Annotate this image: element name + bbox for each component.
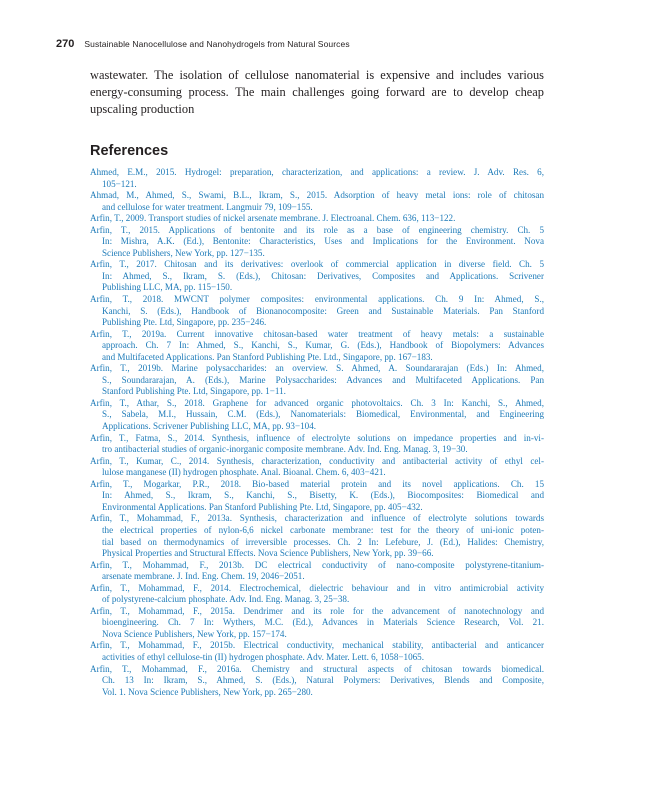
body-line: wastewater. The isolation of cellulose nanomaterial is expensive and includes various <box>90 68 544 82</box>
running-title: Sustainable Nanocellulose and Nanohydrogels from Natural Sources <box>84 39 350 49</box>
reference-continuation-line: In: Ahmed, S., Ikram, S., Kanchi, S., Bisetty, K. (Eds.), Biocomposites: Biomedical and <box>102 490 544 501</box>
reference-line: Arfin, T., Mohammad, F., 2016a. Chemistry and structural aspects of chitosan towards biomedical. <box>90 663 544 674</box>
reference-continuation-line: of polystyrene-calcium phosphate. Adv. Ind. Eng. Manag. 3, 25−38. <box>102 594 350 605</box>
reference-line: Arfin, T., Mohammad, F., 2015b. Electrical conductivity, mechanical stability, antibacterial and anticancer <box>90 640 544 651</box>
reference-entry[interactable] <box>90 664 544 699</box>
reference-entry[interactable] <box>90 294 544 329</box>
reference-entry[interactable] <box>90 190 544 213</box>
reference-continuation-line: 105−121. <box>102 178 137 189</box>
reference-entry[interactable] <box>90 213 544 225</box>
reference-continuation-line: approach. Ch. 7 In: Ahmed, S., Kanchi, S., Kumar, G. (Eds.), Handbook of Biopolymers: Advances <box>102 340 544 351</box>
reference-line: Arfin, T., 2017. Chitosan and its derivatives: overlook of commercial application in diverse field. Ch. 5 <box>90 259 544 270</box>
reference-line: Arfin, T., Fatma, S., 2014. Synthesis, influence of electrolyte solutions on impedance properties and in-vi- <box>90 432 544 443</box>
reference-continuation-line: Kanchi, S. (Eds.), Handbook of Bionanocomposite: Green and Sustainable Materials. Pan Stanford <box>102 305 544 316</box>
body-paragraph <box>90 67 544 119</box>
reference-entry[interactable] <box>90 259 544 294</box>
reference-continuation-line: Publishing Pte. Ltd, Singapore, pp. 235−246. <box>102 317 267 328</box>
reference-continuation-line: Physical Properties and Structural Effects. Nova Science Publishers, New York, pp. 39−66. <box>102 548 434 559</box>
reference-entry[interactable] <box>90 583 544 606</box>
reference-continuation-line: Applications. Scrivener Publishing LLC, MA, pp. 93−104. <box>102 421 317 432</box>
reference-continuation-line: bioengineering. Ch. 7 In: Wythers, M.C. (Ed.), Advances in Materials Science Research, Vol. 21. <box>102 617 544 628</box>
reference-line: Arfin, T., 2018. MWCNT polymer composites: environmental applications. Ch. 9 In: Ahmed, S., <box>90 294 544 305</box>
reference-continuation-line: Nova Science Publishers, New York, pp. 157−174. <box>102 628 287 639</box>
references-heading: References <box>90 143 169 159</box>
reference-list <box>90 167 544 698</box>
reference-continuation-line: S., Soundararajan, A. (Eds.), Marine Polysaccharides: Advances and Multifaceted Applications. Pan <box>102 374 544 385</box>
reference-continuation-line: tro antibacterial studies of organic-inorganic composite membrane. Adv. Ind. Eng. Manag. 3, 19−30. <box>102 444 468 455</box>
reference-line: Arfin, T., Mohammad, F., 2014. Electrochemical, dielectric behaviour and in vitro antimicrobial activity <box>90 582 544 593</box>
reference-continuation-line: lulose manganese (II) hydrogen phosphate. Anal. Bioanal. Chem. 6, 403−421. <box>102 467 386 478</box>
running-header <box>56 38 596 50</box>
reference-entry[interactable] <box>90 167 544 190</box>
reference-entry[interactable] <box>90 606 544 641</box>
reference-continuation-line: Publishing LLC, MA, pp. 115−150. <box>102 282 233 293</box>
reference-line: Arfin, T., Kumar, C., 2014. Synthesis, characterization, conductivity and antibacterial activity of ethyl cel- <box>90 455 544 466</box>
reference-entry[interactable] <box>90 225 544 260</box>
reference-entry[interactable] <box>90 398 544 433</box>
reference-continuation-line: activities of ethyl cellulose-tin (II) hydrogen phosphate. Adv. Mater. Lett. 6, 1058−1065. <box>102 651 424 662</box>
reference-continuation-line: and Multifaceted Applications. Pan Stanford Publishing Pte. Ltd., Singapore, pp. 167−183. <box>102 351 433 362</box>
reference-continuation-line: Ch. 13 In: Ikram, S., Ahmed, S. (Eds.), Natural Polymers: Derivatives, Blends and Composite, <box>102 675 544 686</box>
reference-entry[interactable] <box>90 363 544 398</box>
reference-line: Arfin, T., Mohammad, F., 2015a. Dendrimer and its role for the advancement of nanotechnology and <box>90 605 544 616</box>
reference-line: Arfin, T., 2019a. Current innovative chitosan-based water treatment of heavy metals: a sustainable <box>90 328 544 339</box>
reference-entry[interactable] <box>90 560 544 583</box>
body-line: energy-consuming process. The main challenges going forward are to develop cheap <box>90 85 544 100</box>
reference-line: Arfin, T., 2009. Transport studies of nickel arsenate membrane. J. Electroanal. Chem. 636, 113−122. <box>90 213 456 224</box>
reference-continuation-line: In: Ahmed, S., Ikram, S. (Eds.), Chitosan: Derivatives, Composites and Applications. Scrivener <box>102 270 544 281</box>
reference-continuation-line: Science Publishers, New York, pp. 127−135. <box>102 247 265 258</box>
reference-entry[interactable] <box>90 456 544 479</box>
reference-continuation-line: the electrical properties of nylon-6,6 nickel carbonate membrane: test for the theory of uni-ionic poten- <box>102 524 544 535</box>
reference-entry[interactable] <box>90 433 544 456</box>
reference-continuation-line: In: Mishra, A.K. (Ed.), Bentonite: Characteristics, Uses and Implications for the Environment. Nova <box>102 236 544 247</box>
reference-continuation-line: tial based on thermodynamics of irreversible processes. Ch. 2 In: Lefebure, J. (Ed.), Halides: Chemistry, <box>102 536 544 547</box>
reference-entry[interactable] <box>90 513 544 559</box>
reference-line: Arfin, T., Athar, S., 2018. Graphene for advanced organic photovoltaics. Ch. 3 In: Kanchi, S., Ahmed, <box>90 397 544 408</box>
reference-continuation-line: arsenate membrane. J. Ind. Eng. Chem. 19, 2046−2051. <box>102 571 305 582</box>
page-number: 270 <box>56 38 75 50</box>
reference-line: Arfin, T., 2019b. Marine polysaccharides: an overview. S. Ahmed, A. Soundararajan (Eds.) In: Ahmed, <box>90 363 544 374</box>
body-line: upscaling production <box>90 102 195 117</box>
reference-entry[interactable] <box>90 329 544 364</box>
reference-line: Arfin, T., Mohammad, F., 2013a. Synthesis, characterization and influence of electrolyte solutions towards <box>90 513 544 524</box>
reference-continuation-line: Vol. 1. Nova Science Publishers, New York, pp. 265−280. <box>102 686 313 697</box>
reference-continuation-line: and cellulose for water treatment. Langmuir 79, 109−155. <box>102 201 313 212</box>
reference-line: Arfin, T., Mogarkar, P.R., 2018. Bio-based material protein and its novel applications. Ch. 15 <box>90 478 544 489</box>
reference-entry[interactable] <box>90 479 544 514</box>
reference-line: Ahmad, M., Ahmed, S., Swami, B.L., Ikram, S., 2015. Adsorption of heavy metal ions: role of chitosan <box>90 190 544 201</box>
reference-entry[interactable] <box>90 640 544 663</box>
reference-continuation-line: Stanford Publishing Pte. Ltd, Singapore, pp. 1−11. <box>102 386 286 397</box>
reference-continuation-line: S., Sabela, M.I., Hussain, C.M. (Eds.), Nanomaterials: Biomedical, Environmental, and Engineering <box>102 409 544 420</box>
reference-line: Arfin, T., Mohammad, F., 2013b. DC electrical conductivity of nano-composite polystyrene-titanium- <box>90 559 544 570</box>
reference-line: Arfin, T., 2015. Applications of bentonite and its role as a base of engineering chemistry. Ch. 5 <box>90 224 544 235</box>
reference-line: Ahmed, E.M., 2015. Hydrogel: preparation, characterization, and applications: a review. J. Adv. Res. 6, <box>90 167 544 177</box>
reference-continuation-line: Environmental Applications. Pan Stanford Publishing Pte. Ltd, Singapore, pp. 405−432. <box>102 501 423 512</box>
